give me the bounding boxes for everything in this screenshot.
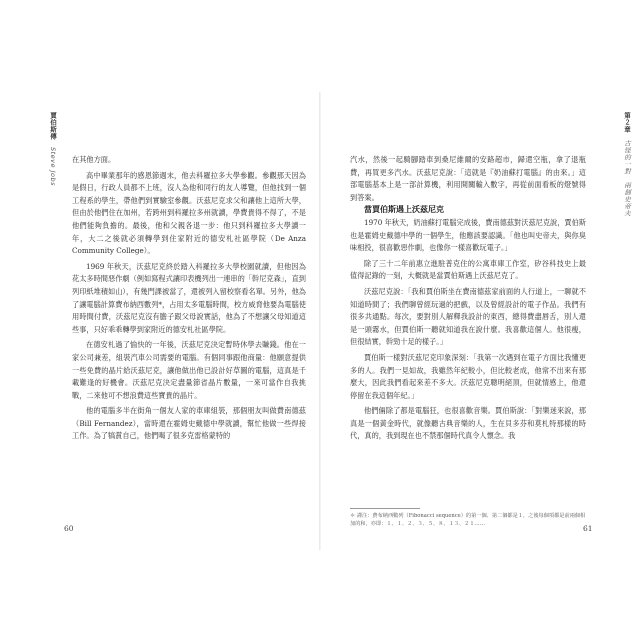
right-running-head-subtitle: 古怪的一對 兩個史帝夫 xyxy=(623,139,631,217)
book-gutter xyxy=(319,92,321,550)
section-heading: 當賈伯斯遇上沃茲尼克 xyxy=(364,205,444,215)
right-paragraph-1: 1970 年秋天，奶油蘇打電腦完成後，費南德茲對沃茲尼克說，賈伯斯也是霍姆史戴德中學的一個學生，他應該要認識。「他也叫史帝夫，與你臭味相投，很喜歡惡作劇，也像你一樣喜歡玩電子。」 xyxy=(350,217,586,253)
left-running-head-title: 賈伯斯傳 xyxy=(49,112,57,140)
right-intro-paragraph: 汽水，然後一起騎腳踏車到桑尼維爾的安路超市，歸還空瓶，拿了退瓶費，再買更多汽水。沃茲尼克說：「這就是『奶油蘇打電腦』的由來。」這部電腦基本上是一部計算機，利用開關輸入數字，再從前面看板的燈號得到答案。 xyxy=(350,155,586,202)
right-paragraph-3: 沃茲尼克說：「我和賈伯斯坐在費南德茲家前面的人行道上，一聊就不知道時間了；我們聊曾經玩過的把戲，以及曾經設計的電子作品。我們有很多共通點。每次，要對別人解釋我設計的東西，總得費盡唇舌，別人還是一頭霧水，但賈伯斯一聽就知道我在說什麼。我喜歡這個人。他很瘦，但很結實，幹勁十足的樣子。」 xyxy=(350,286,586,347)
right-paragraph-4: 賈伯斯一樣對沃茲尼克印象深刻：「我第一次遇到在電子方面比我懂更多的人。我們一見如故，我雖然年紀較小，但比較老成，他常不出來有那麼大，因此我們看起來差不多大。沃茲尼克聰明絕頂，但就情感上，他還停留在我這個年紀。」 xyxy=(350,352,586,400)
footnote: ＊ 譯注：費布納西數列（Fibonacci sequence）的第一個、第二個都是１，之後每個項都是前兩個相加的和，亦即：１、１、２、３、５、８、１３、２１…… xyxy=(350,513,586,528)
right-paragraph-2: 除了三十二年前惠立進駐普克住的公寓車庫工作室，矽谷科技史上最值得記錄的一刻，大概就是當賈伯斯遇上沃茲尼克了。 xyxy=(350,258,586,281)
right-running-head-chapter: 第２章 xyxy=(623,112,631,133)
left-running-head xyxy=(45,112,59,186)
right-paragraph-5: 他們倆除了都是電腦狂，也很喜歡音樂。賈伯斯說：「對樂迷來說，那真是一個黃金時代，就像聽古典音樂的人，生在貝多芬和莫札特那樣的時代，真的，我到現在也不禁那個時代真令人懷念。我 xyxy=(350,406,586,441)
left-running-head-subtitle: Steve Jobs xyxy=(49,146,57,186)
right-running-head xyxy=(619,112,633,217)
right-body-text xyxy=(350,154,586,443)
footnote-divider xyxy=(350,508,420,509)
left-paragraph-3: 1969 年秋天，沃茲尼克終於踏入科羅拉多大學校園就讀，但他因為花太多時間惡作劇（例如寫程式讓印表機列出一連串的「幹尼克森」，直到列印紙堆積如山），有幾門課被當了，還被列入留校察看名單。另外，他為了讓電腦計算費布納西數列*，占用太多電腦時間，校方威脅他要為電腦使用時間付費，沃茲尼克沒有膽子跟父母說實話，他為了不想讓父母知道這些事，只好乖乖轉學到家附近的德安札社區學院。 xyxy=(72,261,306,334)
left-paragraph-4: 在德安札過了愉快的一年後，沃茲尼克決定暫時休學去賺錢。他在一家公司兼差，組裝汽車公司需要的電腦。有個同事跟他商量：他願意提供一些免費的晶片給沃茲尼克，讓他做出他已設計好草圖的電腦，這真是千載難逢的好機會。沃茲尼克決定盡量節省晶片數量，一來可當作自我挑戰，二來他可不想浪費這些寶貴的晶片。 xyxy=(72,340,306,400)
left-body-text xyxy=(72,154,306,443)
left-page-number: 60 xyxy=(64,524,74,533)
left-paragraph-2: 高中畢業那年的感恩節週末，他去科羅拉多大學參觀。參觀那天因為是假日，行政人員都不上班，沒人為他和同行的友人導覽，但他找到一個工程系的學生，帶他們到實驗室參觀。沃茲尼克求父和讓他上這所大學，但由於他們住在加州，若跨州到科羅拉多州就讀，學費貴得不得了，不是他們能夠負擔的。最後，他和父親各退一步：他只到科羅拉多大學讀一年，大二之後就必須轉學到住家附近的德安札社區學院（De Anza Community College）。 xyxy=(72,170,306,256)
left-paragraph-5: 他的電腦多半在街角一個友人家的車庫組裝，那個朋友叫做費南德茲（Bill Fernandez），當時還在霍姆史戴德中學就讀，幫忙他做一些焊接工作。為了犒賞自己，他們喝了很多克雷格蒙特的 xyxy=(72,406,306,441)
right-page-number: 61 xyxy=(583,524,593,533)
left-paragraph-1: 在其他方面。 xyxy=(72,155,116,164)
